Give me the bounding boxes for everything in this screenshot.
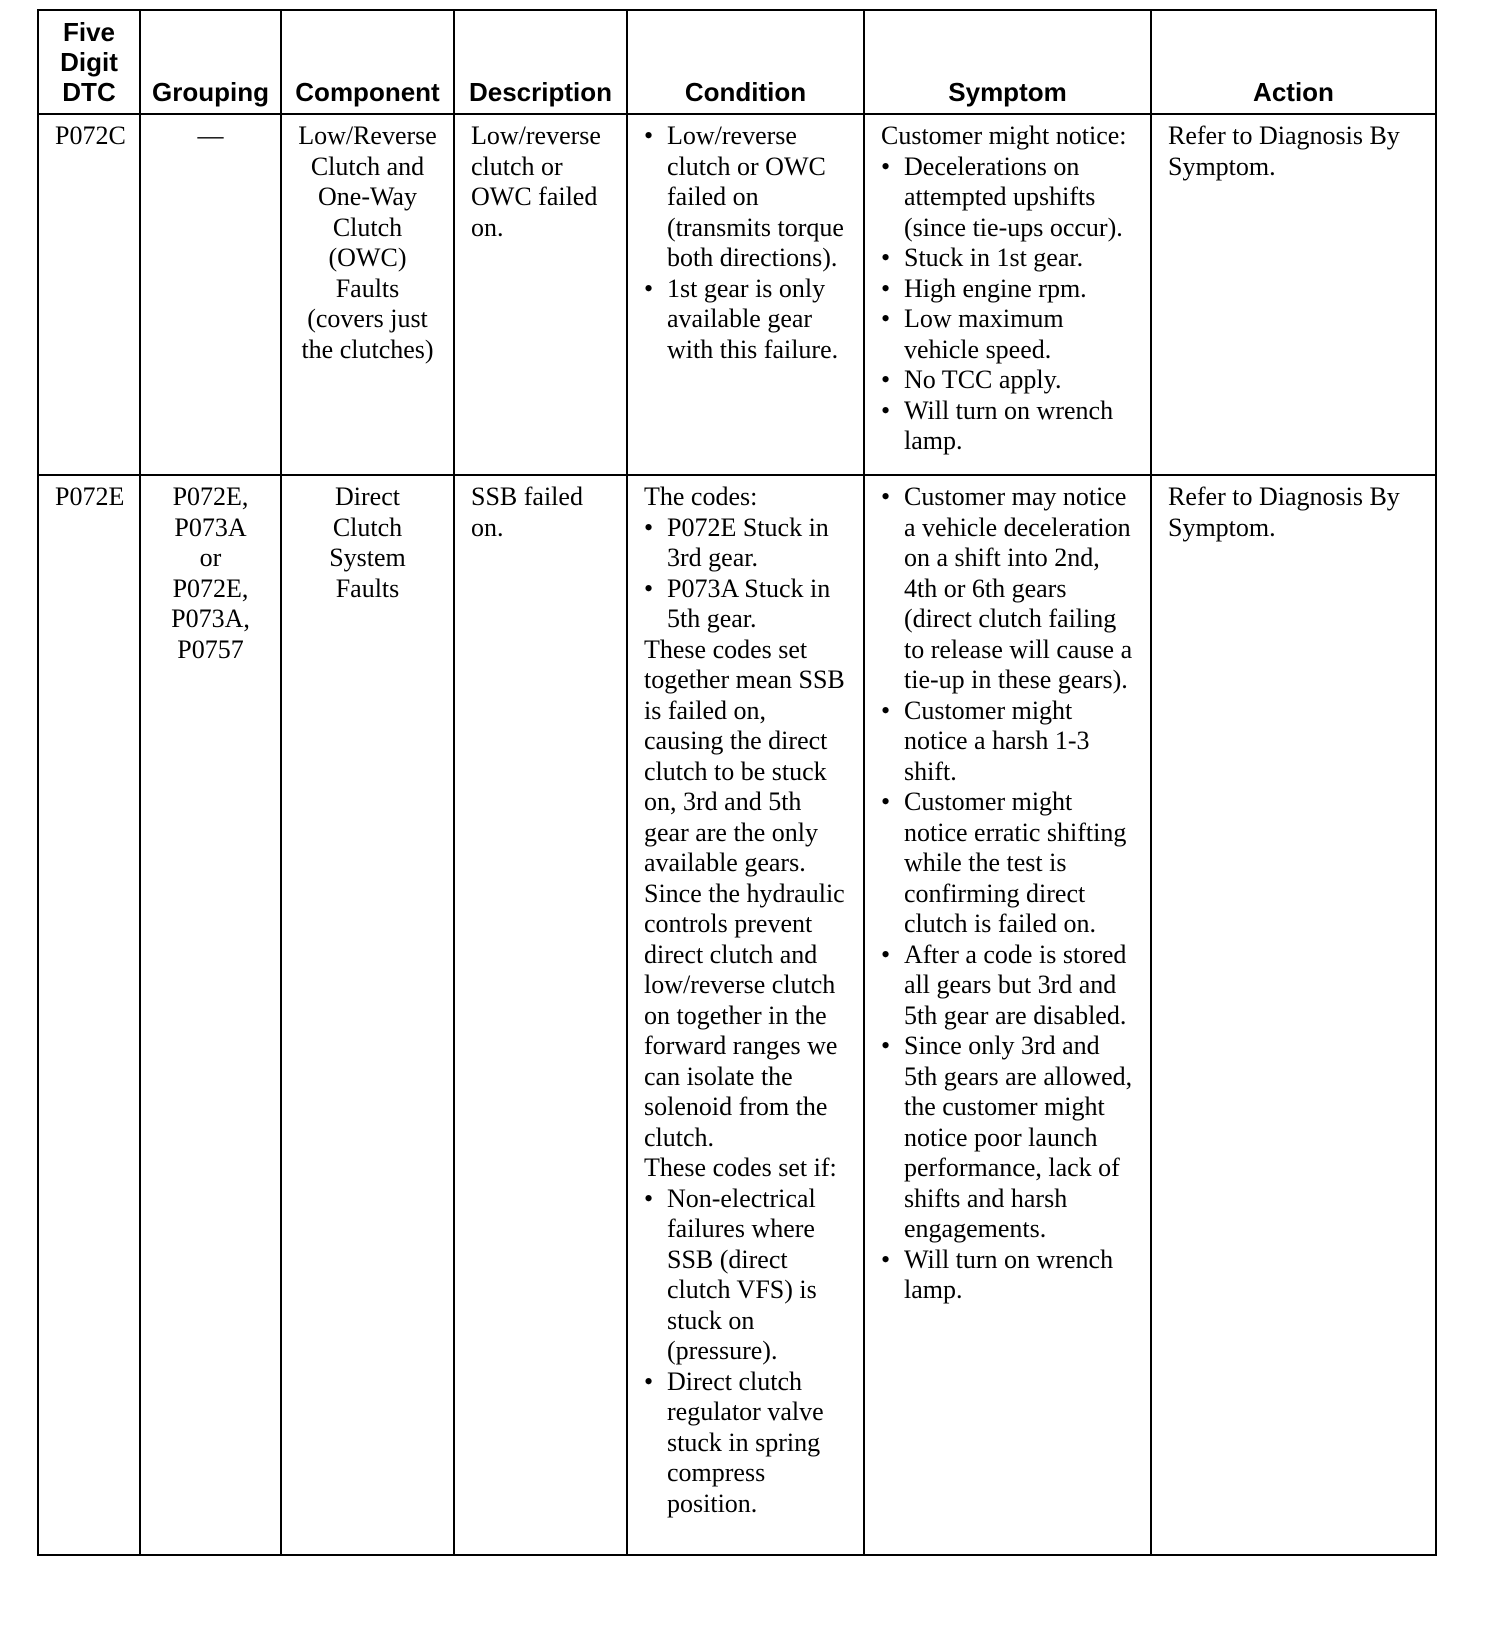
header-dtc: Five Digit DTC [38,10,140,114]
list-item: • Will turn on wrench lamp. [881,396,1134,457]
condition-cell [627,114,864,475]
header-grouping: Grouping [140,10,281,114]
list-item: • After a code is stored all gears but 3rd and 5th gear are disabled. [881,940,1134,1032]
list-item: • Stuck in 1st gear. [881,243,1134,274]
condition-paragraph: These codes set if: [644,1153,837,1182]
list-item: • No TCC apply. [881,365,1134,396]
component-cell: Direct Clutch System Faults [281,475,454,1555]
grouping-line: P072E, [172,573,249,603]
list-item: • Low/reverse clutch or OWC failed on (transmits torque both directions). [644,121,847,274]
list-item: • Non-electrical failures where SSB (direct clutch VFS) is stuck on (pressure). [644,1184,847,1367]
description-cell: Low/reverse clutch or OWC failed on. [454,114,627,475]
symptom-bullet-list [881,482,1134,1306]
list-item: • P073A Stuck in 5th gear. [644,574,847,635]
header-row [38,10,1436,114]
condition-bullet-list [644,121,847,365]
action-cell: Refer to Diagnosis By Symptom. [1151,114,1436,475]
grouping-cell [140,475,281,1555]
grouping-line: P073A [174,512,247,542]
dtc-table [37,9,1437,1556]
list-item: • Direct clutch regulator valve stuck in spring compress position. [644,1367,847,1520]
condition-bullet-list [644,513,847,635]
component-cell: Low/Reverse Clutch and One-Way Clutch (OWC) Faults (covers just the clutches) [281,114,454,475]
action-cell: Refer to Diagnosis By Symptom. [1151,475,1436,1555]
list-item: • Customer might notice a harsh 1-3 shift. [881,696,1134,788]
list-item: • Customer might notice erratic shifting while the test is confirming direct clutch is failed on. [881,787,1134,940]
grouping-line: P072E, [172,482,249,511]
list-item: • High engine rpm. [881,274,1134,305]
grouping-line: P0757 [177,634,244,664]
list-item: • 1st gear is only available gear with this failure. [644,274,847,366]
header-component: Component [281,10,454,114]
grouping-line: or [199,543,222,572]
description-cell: SSB failed on. [454,475,627,1555]
condition-paragraph: These codes set together mean SSB is failed on, causing the direct clutch to be stuck on, 3rd and 5th gear are the only available gears. Since the hydraulic controls prevent direct clutch and low/reverse clutch on together in the forward ranges we can isolate the solenoid from the clutch. [644,634,845,1152]
list-item: • Since only 3rd and 5th gears are allowed, the customer might notice poor launch performance, lack of shifts and harsh engagements. [881,1031,1134,1245]
symptom-bullet-list [881,152,1134,457]
symptom-cell [864,475,1151,1555]
list-item: • P072E Stuck in 3rd gear. [644,513,847,574]
dtc-code-cell: P072C [38,114,140,475]
header-description: Description [454,10,627,114]
header-action: Action [1151,10,1436,114]
table-row [38,475,1436,1555]
table-row [38,114,1436,475]
list-item: • Customer may notice a vehicle deceleration on a shift into 2nd, 4th or 6th gears (direct clutch failing to release will cause a tie-up in these gears). [881,482,1134,696]
condition-intro: The codes: [644,482,758,511]
grouping-line: P073A, [171,604,250,633]
list-item: • Decelerations on attempted upshifts (since tie-ups occur). [881,152,1134,244]
condition-bullet-list [644,1184,847,1520]
list-item: • Will turn on wrench lamp. [881,1245,1134,1306]
condition-cell [627,475,864,1555]
header-condition: Condition [627,10,864,114]
symptom-intro: Customer might notice: [881,121,1127,150]
symptom-cell [864,114,1151,475]
dtc-table-page [37,9,1435,1556]
grouping-cell: — [140,114,281,475]
dtc-code-cell: P072E [38,475,140,1555]
header-symptom: Symptom [864,10,1151,114]
list-item: • Low maximum vehicle speed. [881,304,1134,365]
